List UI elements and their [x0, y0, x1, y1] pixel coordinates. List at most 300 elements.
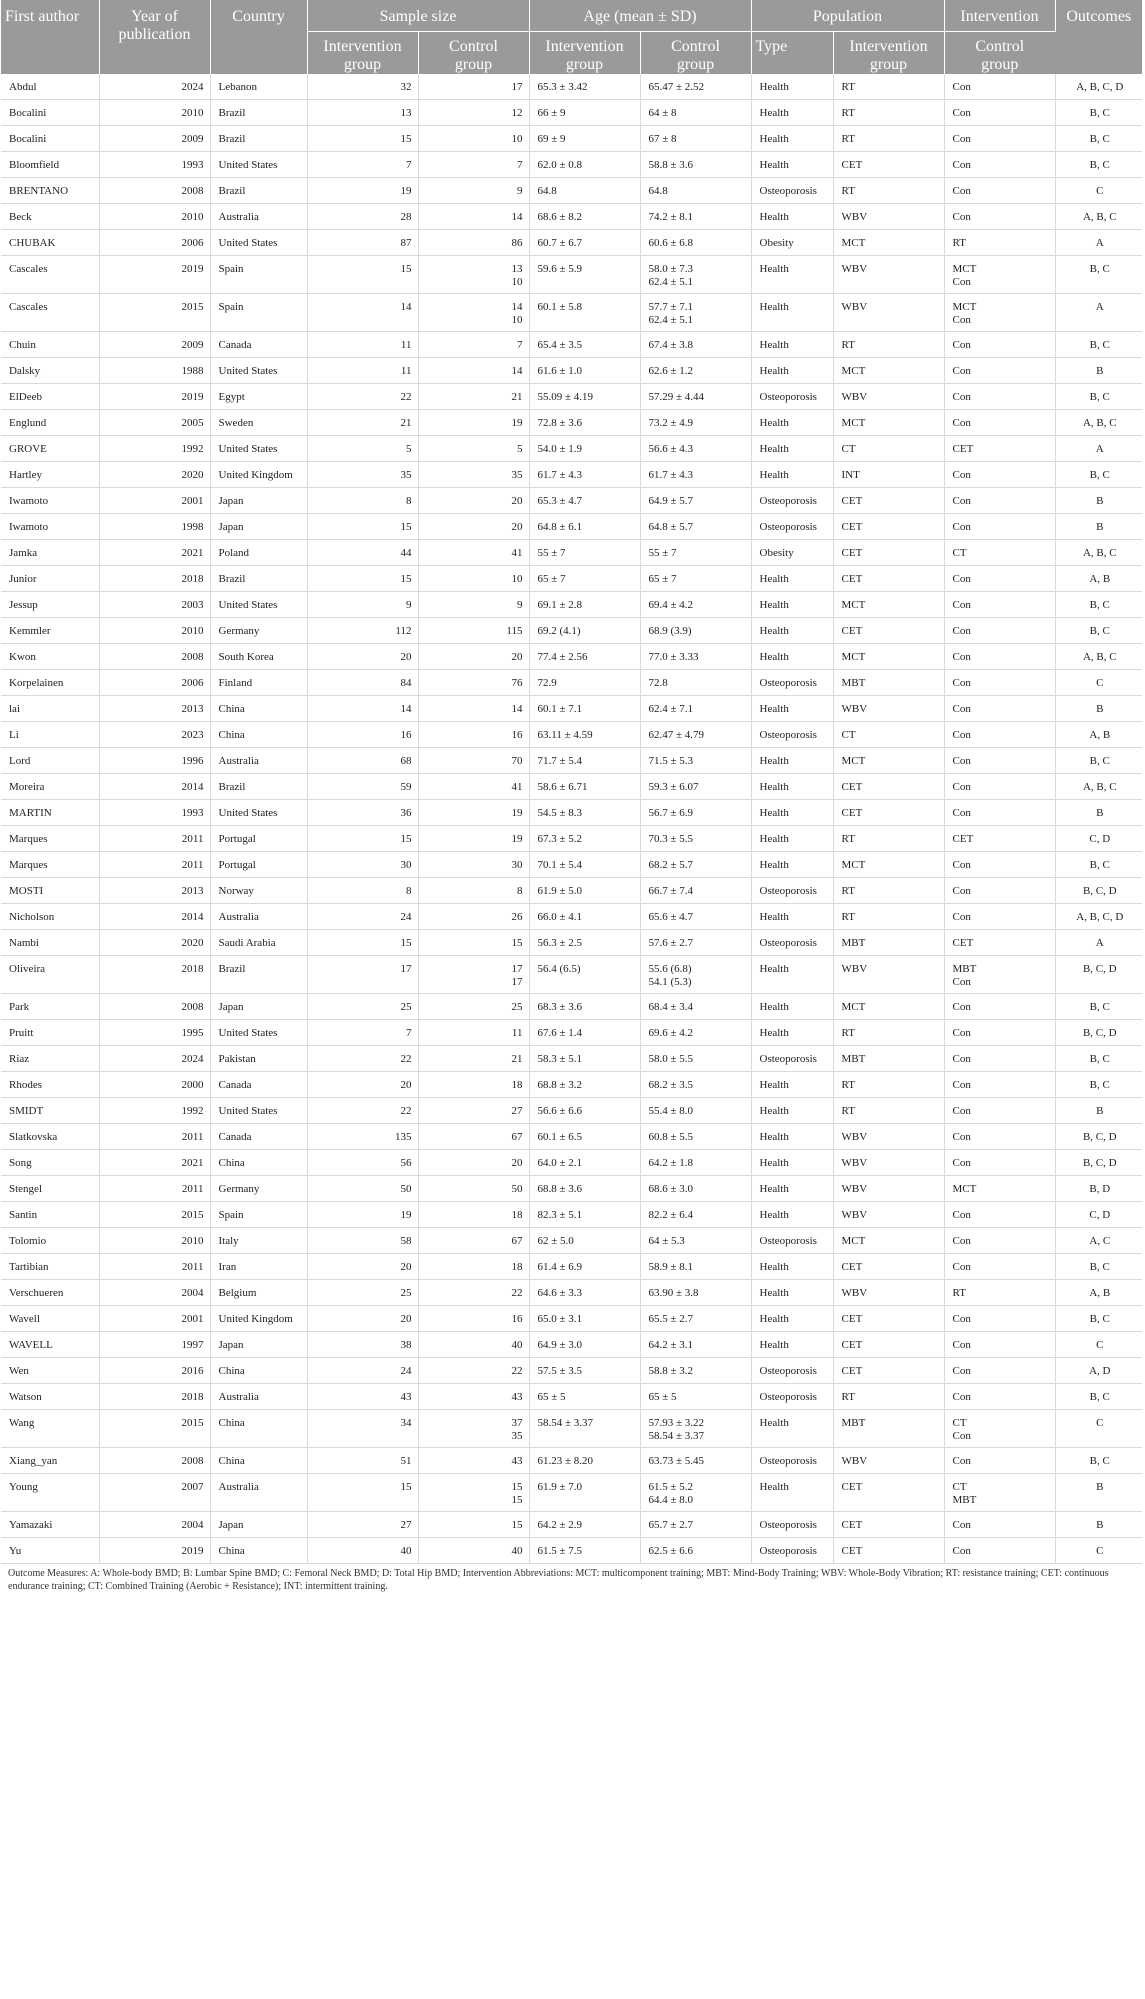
- table-row: [1, 618, 1142, 644]
- cell-control-group: [944, 670, 1055, 696]
- cell-sample-control: [418, 1384, 529, 1410]
- cell-sample-control: [418, 1358, 529, 1384]
- header-sample-size: Sample size: [307, 0, 529, 32]
- cell-age-control-line: 68.6 ± 3.0: [648, 1183, 694, 1195]
- cell-population-intervention: RT: [833, 332, 944, 358]
- cell-age-control: [640, 1358, 751, 1384]
- cell-age-intervention: 54.0 ± 1.9: [529, 436, 640, 462]
- cell-first-author: Oliveira: [1, 956, 99, 994]
- cell-population-type: Osteoporosis: [751, 384, 833, 410]
- table-row: [1, 1474, 1142, 1512]
- cell-outcomes: C: [1055, 1332, 1142, 1358]
- cell-sample-intervention: 44: [307, 540, 418, 566]
- cell-sample-intervention: 56: [307, 1150, 418, 1176]
- cell-population-intervention: CET: [833, 800, 944, 826]
- cell-population-intervention: RT: [833, 178, 944, 204]
- cell-first-author: Lord: [1, 748, 99, 774]
- table-row: [1, 332, 1142, 358]
- cell-control-group-line: Con: [952, 1545, 971, 1557]
- cell-age-control: [640, 74, 751, 100]
- cell-year: 2003: [99, 592, 210, 618]
- cell-first-author: MARTIN: [1, 800, 99, 826]
- cell-sample-intervention: 13: [307, 100, 418, 126]
- table-row: [1, 100, 1142, 126]
- cell-country: Canada: [210, 1124, 307, 1150]
- cell-age-intervention: 68.8 ± 3.6: [529, 1176, 640, 1202]
- cell-outcomes: B, C, D: [1055, 878, 1142, 904]
- cell-age-control-line: 62.4 ± 5.1: [648, 314, 694, 326]
- cell-age-control-line: 62.5 ± 6.6: [648, 1545, 694, 1557]
- cell-outcomes: A: [1055, 930, 1142, 956]
- cell-first-author: Young: [1, 1474, 99, 1512]
- cell-age-control-line: 68.2 ± 5.7: [648, 859, 694, 871]
- table-row: [1, 1046, 1142, 1072]
- cell-age-intervention: 69.2 (4.1): [529, 618, 640, 644]
- header-country: Country: [210, 0, 307, 74]
- table-row: [1, 462, 1142, 488]
- cell-sample-control: [418, 592, 529, 618]
- cell-first-author: MOSTI: [1, 878, 99, 904]
- cell-age-intervention: 77.4 ± 2.56: [529, 644, 640, 670]
- cell-population-intervention: WBV: [833, 1280, 944, 1306]
- cell-population-type: Health: [751, 1474, 833, 1512]
- cell-first-author: Moreira: [1, 774, 99, 800]
- cell-sample-control-line: 16: [511, 1313, 523, 1325]
- cell-age-control: [640, 774, 751, 800]
- table-row: [1, 256, 1142, 294]
- cell-sample-control-line: 14: [511, 211, 523, 223]
- cell-sample-control: [418, 800, 529, 826]
- cell-control-group: [944, 800, 1055, 826]
- cell-sample-intervention: 15: [307, 930, 418, 956]
- cell-population-intervention: RT: [833, 1072, 944, 1098]
- cell-year: 2004: [99, 1512, 210, 1538]
- cell-first-author: Chuin: [1, 332, 99, 358]
- cell-control-group-line: Con: [952, 859, 971, 871]
- cell-age-control: [640, 230, 751, 256]
- cell-control-group-line: Con: [952, 729, 971, 741]
- cell-population-intervention: CET: [833, 488, 944, 514]
- cell-age-control-line: 66.7 ± 7.4: [648, 885, 694, 897]
- cell-age-control: [640, 1512, 751, 1538]
- cell-sample-intervention: 20: [307, 1306, 418, 1332]
- cell-population-intervention: CET: [833, 540, 944, 566]
- cell-age-intervention: 64.8 ± 6.1: [529, 514, 640, 540]
- cell-age-control: [640, 1176, 751, 1202]
- cell-first-author: Li: [1, 722, 99, 748]
- cell-country: China: [210, 1358, 307, 1384]
- cell-population-type: Osteoporosis: [751, 178, 833, 204]
- table-row: [1, 930, 1142, 956]
- cell-age-control: [640, 994, 751, 1020]
- cell-population-type: Health: [751, 126, 833, 152]
- cell-sample-control: [418, 1332, 529, 1358]
- cell-sample-intervention: 87: [307, 230, 418, 256]
- cell-sample-control: [418, 1228, 529, 1254]
- cell-control-group-line: Con: [952, 391, 971, 403]
- cell-control-group-line: Con: [952, 599, 971, 611]
- cell-year: 1997: [99, 1332, 210, 1358]
- cell-sample-control-line: 10: [511, 276, 523, 288]
- cell-sample-control: [418, 204, 529, 230]
- table-row: [1, 204, 1142, 230]
- cell-year: 2019: [99, 1538, 210, 1564]
- cell-control-group: [944, 1384, 1055, 1410]
- cell-outcomes: B, C, D: [1055, 1124, 1142, 1150]
- cell-country: Australia: [210, 1474, 307, 1512]
- cell-sample-control-line: 18: [511, 1079, 523, 1091]
- cell-age-control-line: 65.7 ± 2.7: [648, 1519, 694, 1531]
- cell-age-control-line: 68.9 (3.9): [648, 625, 692, 637]
- cell-age-control: [640, 930, 751, 956]
- cell-control-group: [944, 1474, 1055, 1512]
- cell-population-intervention: WBV: [833, 384, 944, 410]
- cell-age-control-line: 60.6 ± 6.8: [648, 237, 694, 249]
- cell-age-control-line: 74.2 ± 8.1: [648, 211, 694, 223]
- header-year: Year of publication: [99, 0, 210, 74]
- cell-outcomes: A: [1055, 436, 1142, 462]
- cell-population-type: Health: [751, 904, 833, 930]
- cell-sample-control: [418, 670, 529, 696]
- cell-sample-control-line: 8: [517, 885, 523, 897]
- cell-control-group-line: Con: [952, 625, 971, 637]
- cell-sample-control: [418, 74, 529, 100]
- cell-sample-control: [418, 1098, 529, 1124]
- cell-first-author: Verschueren: [1, 1280, 99, 1306]
- cell-population-type: Health: [751, 100, 833, 126]
- cell-age-control: [640, 514, 751, 540]
- cell-age-control: [640, 1228, 751, 1254]
- cell-control-group-line: Con: [952, 807, 971, 819]
- cell-sample-intervention: 27: [307, 1512, 418, 1538]
- cell-age-control: [640, 384, 751, 410]
- cell-age-control: [640, 152, 751, 178]
- cell-sample-intervention: 22: [307, 1046, 418, 1072]
- cell-age-control-line: 62.6 ± 1.2: [648, 365, 694, 377]
- cell-age-control-line: 62.4 ± 7.1: [648, 703, 694, 715]
- cell-population-intervention: WBV: [833, 956, 944, 994]
- cell-age-control-line: 69.4 ± 4.2: [648, 599, 694, 611]
- cell-first-author: Marques: [1, 852, 99, 878]
- cell-country: Japan: [210, 994, 307, 1020]
- cell-control-group-line: Con: [952, 885, 971, 897]
- cell-country: Brazil: [210, 100, 307, 126]
- cell-population-type: Health: [751, 800, 833, 826]
- cell-first-author: Yamazaki: [1, 1512, 99, 1538]
- cell-sample-control-line: 7: [517, 339, 523, 351]
- cell-control-group: [944, 826, 1055, 852]
- cell-sample-control-line: 67: [511, 1235, 523, 1247]
- cell-age-control-line: 65.5 ± 2.7: [648, 1313, 694, 1325]
- cell-year: 2007: [99, 1474, 210, 1512]
- cell-year: 2013: [99, 696, 210, 722]
- cell-population-type: Osteoporosis: [751, 670, 833, 696]
- cell-control-group: [944, 696, 1055, 722]
- cell-age-control-line: 65 ± 7: [648, 573, 677, 585]
- cell-population-type: Health: [751, 774, 833, 800]
- cell-age-intervention: 72.8 ± 3.6: [529, 410, 640, 436]
- cell-first-author: Abdul: [1, 74, 99, 100]
- cell-population-intervention: RT: [833, 1384, 944, 1410]
- cell-age-control-line: 77.0 ± 3.33: [648, 651, 699, 663]
- cell-year: 2024: [99, 1046, 210, 1072]
- cell-country: Saudi Arabia: [210, 930, 307, 956]
- cell-control-group-line: Con: [952, 1339, 971, 1351]
- cell-country: Germany: [210, 618, 307, 644]
- cell-age-control-line: 65 ± 5: [648, 1391, 677, 1403]
- table-row: [1, 230, 1142, 256]
- cell-age-control: [640, 1410, 751, 1448]
- cell-sample-control-line: 15: [511, 1519, 523, 1531]
- cell-population-type: Health: [751, 256, 833, 294]
- cell-country: United States: [210, 230, 307, 256]
- cell-age-intervention: 63.11 ± 4.59: [529, 722, 640, 748]
- cell-control-group-line: RT: [952, 237, 966, 249]
- cell-year: 2010: [99, 204, 210, 230]
- cell-control-group: [944, 358, 1055, 384]
- cell-control-group: [944, 1512, 1055, 1538]
- cell-control-group-line: Con: [952, 1313, 971, 1325]
- cell-sample-control: [418, 126, 529, 152]
- cell-age-control-line: 56.7 ± 6.9: [648, 807, 694, 819]
- cell-year: 1996: [99, 748, 210, 774]
- cell-population-intervention: CET: [833, 618, 944, 644]
- cell-outcomes: B, C, D: [1055, 956, 1142, 994]
- cell-first-author: Nicholson: [1, 904, 99, 930]
- cell-control-group-line: Con: [952, 133, 971, 145]
- cell-population-type: Health: [751, 618, 833, 644]
- cell-control-group: [944, 930, 1055, 956]
- cell-sample-intervention: 34: [307, 1410, 418, 1448]
- cell-country: Japan: [210, 1512, 307, 1538]
- cell-population-type: Health: [751, 1280, 833, 1306]
- cell-age-intervention: 61.9 ± 7.0: [529, 1474, 640, 1512]
- cell-sample-control-line: 9: [517, 185, 523, 197]
- cell-sample-control: [418, 722, 529, 748]
- cell-control-group: [944, 1072, 1055, 1098]
- cell-control-group-line: Con: [952, 677, 971, 689]
- cell-age-intervention: 57.5 ± 3.5: [529, 1358, 640, 1384]
- cell-sample-intervention: 38: [307, 1332, 418, 1358]
- cell-sample-intervention: 22: [307, 384, 418, 410]
- cell-outcomes: C: [1055, 1538, 1142, 1564]
- cell-year: 2001: [99, 1306, 210, 1332]
- header-outcomes: Outcomes: [1055, 0, 1142, 74]
- table-row: [1, 514, 1142, 540]
- cell-control-group: [944, 178, 1055, 204]
- table-row: [1, 294, 1142, 332]
- cell-country: Canada: [210, 1072, 307, 1098]
- cell-age-control-line: 69.6 ± 4.2: [648, 1027, 694, 1039]
- cell-age-intervention: 64.8: [529, 178, 640, 204]
- cell-control-group: [944, 410, 1055, 436]
- cell-age-intervention: 60.7 ± 6.7: [529, 230, 640, 256]
- cell-control-group: [944, 1410, 1055, 1448]
- cell-population-type: Health: [751, 956, 833, 994]
- cell-country: United States: [210, 358, 307, 384]
- cell-sample-intervention: 14: [307, 696, 418, 722]
- cell-country: Australia: [210, 904, 307, 930]
- cell-age-control-line: 58.0 ± 7.3: [648, 263, 694, 275]
- cell-population-type: Health: [751, 294, 833, 332]
- cell-population-intervention: CET: [833, 1358, 944, 1384]
- cell-first-author: Bloomfield: [1, 152, 99, 178]
- cell-age-intervention: 54.5 ± 8.3: [529, 800, 640, 826]
- cell-age-intervention: 64.9 ± 3.0: [529, 1332, 640, 1358]
- cell-age-control-line: 58.8 ± 3.6: [648, 159, 694, 171]
- cell-sample-control-line: 14: [511, 365, 523, 377]
- cell-population-type: Health: [751, 852, 833, 878]
- cell-population-intervention: CET: [833, 1254, 944, 1280]
- cell-sample-control: [418, 1046, 529, 1072]
- cell-outcomes: A, B, C: [1055, 774, 1142, 800]
- cell-control-group-line: CET: [952, 833, 974, 845]
- cell-sample-intervention: 15: [307, 514, 418, 540]
- cell-age-control: [640, 722, 751, 748]
- cell-control-group: [944, 1254, 1055, 1280]
- cell-population-type: Health: [751, 332, 833, 358]
- cell-sample-intervention: 25: [307, 994, 418, 1020]
- cell-sample-intervention: 9: [307, 592, 418, 618]
- cell-sample-control-line: 41: [511, 781, 523, 793]
- cell-outcomes: B, C, D: [1055, 1150, 1142, 1176]
- cell-age-control: [640, 696, 751, 722]
- cell-age-intervention: 56.3 ± 2.5: [529, 930, 640, 956]
- cell-control-group: [944, 566, 1055, 592]
- cell-sample-control: [418, 100, 529, 126]
- cell-age-control: [640, 592, 751, 618]
- cell-year: 1998: [99, 514, 210, 540]
- cell-age-control-line: 58.8 ± 3.2: [648, 1365, 694, 1377]
- cell-control-group-line: Con: [952, 339, 971, 351]
- cell-population-type: Obesity: [751, 230, 833, 256]
- cell-country: Germany: [210, 1176, 307, 1202]
- cell-population-intervention: RT: [833, 1098, 944, 1124]
- cell-population-intervention: RT: [833, 74, 944, 100]
- cell-sample-intervention: 7: [307, 152, 418, 178]
- cell-sample-control: [418, 1410, 529, 1448]
- cell-age-intervention: 66.0 ± 4.1: [529, 904, 640, 930]
- table-row: [1, 74, 1142, 100]
- table-row: [1, 852, 1142, 878]
- cell-year: 2011: [99, 1124, 210, 1150]
- cell-control-group: [944, 994, 1055, 1020]
- cell-sample-control: [418, 1254, 529, 1280]
- cell-age-intervention: 62.0 ± 0.8: [529, 152, 640, 178]
- cell-control-group-line: Con: [952, 365, 971, 377]
- cell-control-group: [944, 644, 1055, 670]
- cell-year: 2015: [99, 1202, 210, 1228]
- cell-population-intervention: RT: [833, 100, 944, 126]
- cell-country: Brazil: [210, 566, 307, 592]
- table-row: [1, 904, 1142, 930]
- cell-control-group-line: Con: [952, 1209, 971, 1221]
- header-age: Age (mean ± SD): [529, 0, 751, 32]
- cell-year: 2019: [99, 384, 210, 410]
- cell-age-control: [640, 878, 751, 904]
- cell-outcomes: B, C: [1055, 994, 1142, 1020]
- cell-control-group: [944, 256, 1055, 294]
- cell-age-control-line: 58.54 ± 3.37: [648, 1430, 705, 1442]
- cell-control-group: [944, 878, 1055, 904]
- cell-first-author: Slatkovska: [1, 1124, 99, 1150]
- cell-age-control: [640, 566, 751, 592]
- cell-sample-intervention: 15: [307, 256, 418, 294]
- cell-control-group: [944, 100, 1055, 126]
- cell-first-author: SMIDT: [1, 1098, 99, 1124]
- cell-sample-control: [418, 1306, 529, 1332]
- cell-population-type: Osteoporosis: [751, 1448, 833, 1474]
- cell-age-control-line: 63.73 ± 5.45: [648, 1455, 705, 1467]
- cell-country: Japan: [210, 514, 307, 540]
- cell-control-group: [944, 488, 1055, 514]
- table-row: [1, 644, 1142, 670]
- table-row: [1, 1202, 1142, 1228]
- cell-age-control-line: 64 ± 8: [648, 107, 677, 119]
- cell-sample-intervention: 28: [307, 204, 418, 230]
- cell-age-control: [640, 1150, 751, 1176]
- cell-outcomes: B: [1055, 358, 1142, 384]
- cell-age-control-line: 64.2 ± 1.8: [648, 1157, 694, 1169]
- cell-year: 2009: [99, 332, 210, 358]
- cell-sample-control-line: 9: [517, 599, 523, 611]
- cell-outcomes: B: [1055, 696, 1142, 722]
- cell-age-control: [640, 1538, 751, 1564]
- cell-population-type: Health: [751, 644, 833, 670]
- cell-country: China: [210, 1448, 307, 1474]
- cell-sample-intervention: 135: [307, 1124, 418, 1150]
- cell-age-control-line: 55.4 ± 8.0: [648, 1105, 694, 1117]
- cell-sample-control: [418, 294, 529, 332]
- cell-sample-intervention: 30: [307, 852, 418, 878]
- cell-age-control-line: 72.8: [648, 677, 668, 689]
- cell-age-intervention: 69 ± 9: [529, 126, 640, 152]
- cell-outcomes: C, D: [1055, 826, 1142, 852]
- cell-age-intervention: 62 ± 5.0: [529, 1228, 640, 1254]
- cell-age-control-line: 55 ± 7: [648, 547, 677, 559]
- cell-year: 2014: [99, 904, 210, 930]
- cell-country: United States: [210, 592, 307, 618]
- cell-control-group-line: MCT: [952, 263, 977, 275]
- cell-country: China: [210, 1538, 307, 1564]
- cell-outcomes: B, C: [1055, 256, 1142, 294]
- cell-population-intervention: MCT: [833, 1228, 944, 1254]
- cell-age-intervention: 64.6 ± 3.3: [529, 1280, 640, 1306]
- cell-age-control-line: 54.1 (5.3): [648, 976, 692, 988]
- cell-sample-control: [418, 1020, 529, 1046]
- table-row: [1, 1448, 1142, 1474]
- cell-sample-intervention: 14: [307, 294, 418, 332]
- cell-year: 1988: [99, 358, 210, 384]
- cell-age-control: [640, 294, 751, 332]
- cell-country: China: [210, 1410, 307, 1448]
- cell-year: 1993: [99, 152, 210, 178]
- cell-sample-control: [418, 488, 529, 514]
- cell-country: Portugal: [210, 826, 307, 852]
- cell-sample-control: [418, 1280, 529, 1306]
- cell-outcomes: A, B, C: [1055, 410, 1142, 436]
- cell-year: 2020: [99, 930, 210, 956]
- table-row: [1, 748, 1142, 774]
- cell-age-intervention: 65.0 ± 3.1: [529, 1306, 640, 1332]
- cell-country: Belgium: [210, 1280, 307, 1306]
- cell-year: 1992: [99, 436, 210, 462]
- cell-country: Egypt: [210, 384, 307, 410]
- cell-outcomes: B, C: [1055, 332, 1142, 358]
- cell-population-type: Health: [751, 358, 833, 384]
- cell-control-group-line: MCT: [952, 301, 977, 313]
- cell-age-control-line: 57.6 ± 2.7: [648, 937, 694, 949]
